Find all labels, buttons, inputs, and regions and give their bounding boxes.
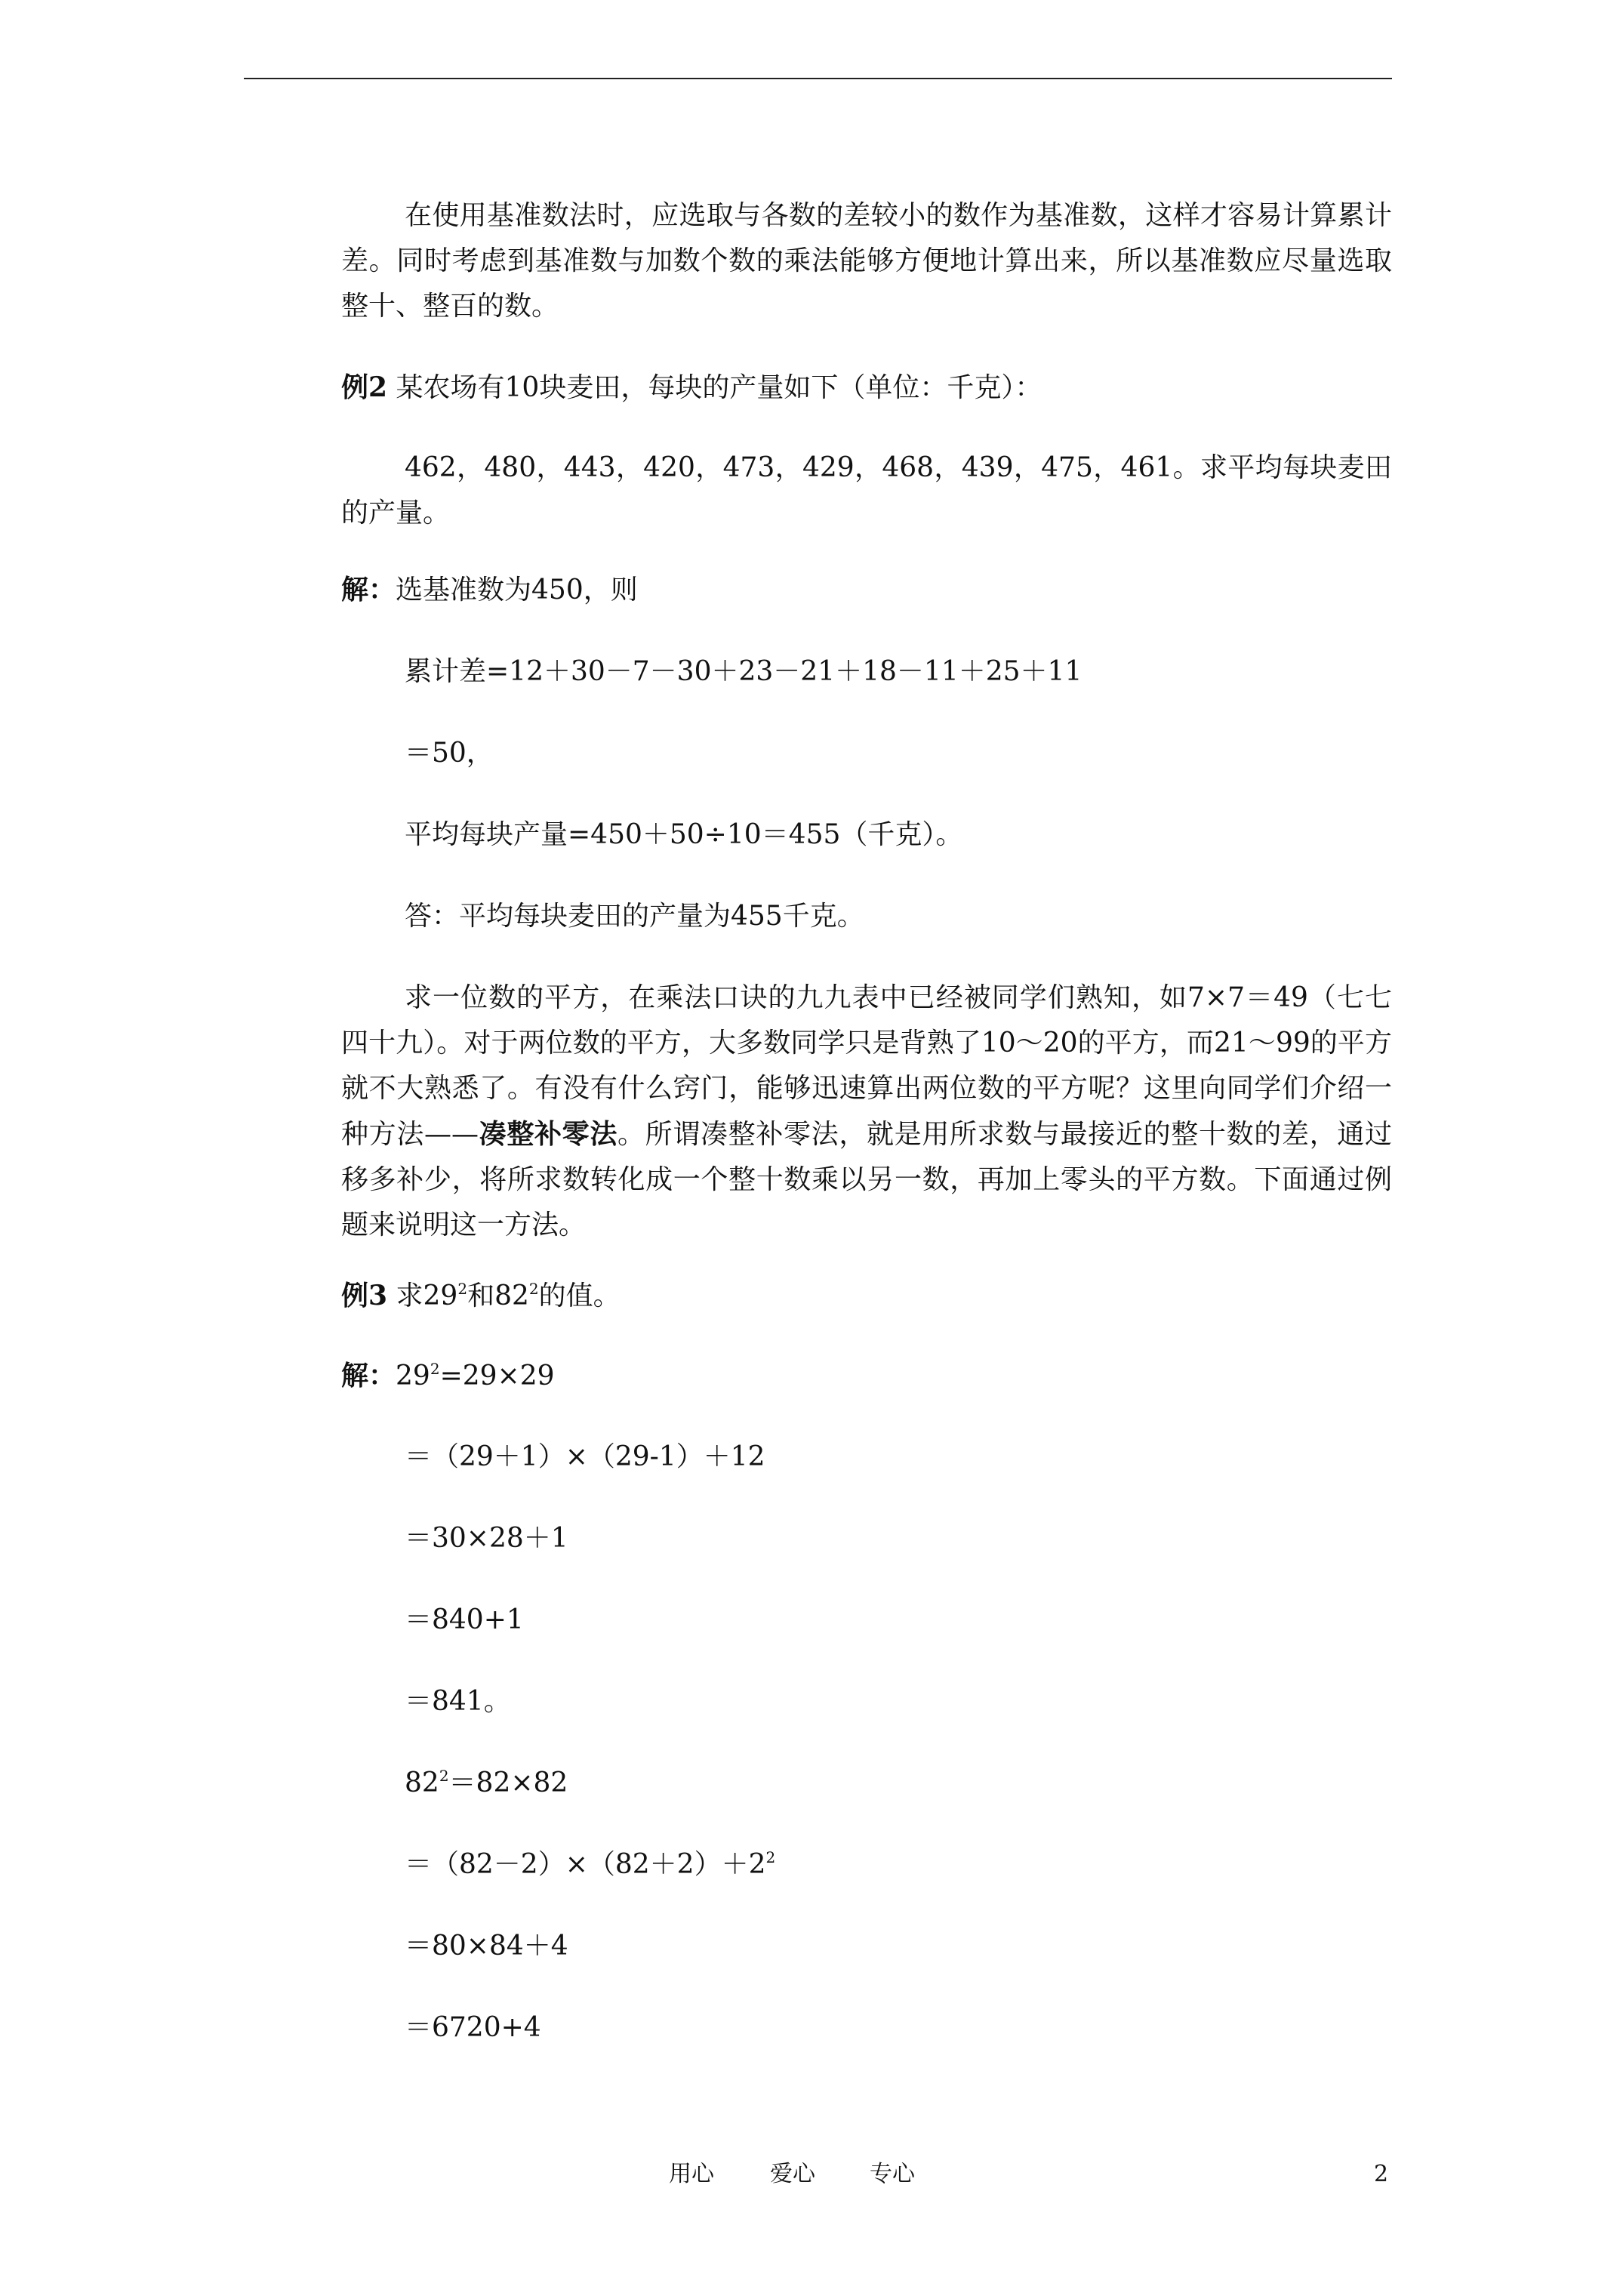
superscript: 2 xyxy=(430,1360,440,1378)
footer-motto-3: 专心 xyxy=(870,2161,915,2187)
example3-solution-first xyxy=(341,1353,555,1399)
math-step-part: 82 xyxy=(405,1767,439,1798)
math-step-part: ＝82×82 xyxy=(448,1767,568,1798)
example2-solution-intro: 选基准数为450，则 xyxy=(396,575,638,606)
footer-motto-1: 用心 xyxy=(669,2161,714,2187)
page-number: 2 xyxy=(1374,2161,1389,2187)
method-paragraph xyxy=(341,975,1392,1248)
example2-solution xyxy=(341,567,638,613)
math-step: ＝6720+4 xyxy=(405,2012,541,2043)
example3-solution-label: 解： xyxy=(341,1360,396,1391)
math-step xyxy=(405,1761,568,1806)
example3-heading xyxy=(341,1273,621,1319)
footer-motto-2: 爱心 xyxy=(770,2161,815,2187)
example3-label: 例3 xyxy=(341,1280,388,1311)
example3-question-part: 和82 xyxy=(467,1281,529,1311)
example2-data: 462，480，443，420，473，429，468，439，475，461。求平均每块麦田的产量。 xyxy=(341,452,1392,529)
superscript: 2 xyxy=(439,1767,449,1785)
intro-paragraph: 在使用基准数法时，应选取与各数的差较小的数作为基准数，这样才容易计算累计差。同时考虑到基准数与加数个数的乘法能够方便地计算出来，所以基准数应尽量选取整十、整百的数。 xyxy=(341,200,1392,322)
math-step: ＝（29＋1）×（29-1）＋12 xyxy=(405,1441,765,1472)
method-text-before: 求一位数的平方，在乘法口诀的九九表中已经被同学们熟知，如7×7＝49（七七四十九）。对于两位数的平方，大多数同学只是背熟了10～20的平方，而21～99的平方就不大熟悉了。有没有什么窍门，能够迅速算出两位数的平方呢？这里向同学们介绍一种方法—— xyxy=(341,982,1392,1150)
example2-answer: 答：平均每块麦田的产量为455千克。 xyxy=(405,901,864,932)
example3-question-part: 求29 xyxy=(387,1281,458,1311)
math-step: ＝30×28＋1 xyxy=(405,1523,568,1554)
example3-question-part: 的值。 xyxy=(538,1281,621,1311)
example2-question: 某农场有10块麦田，每块的产量如下（单位：千克）： xyxy=(387,372,1042,403)
method-bold-term: 凑整补零法 xyxy=(479,1118,617,1150)
math-step: ＝841。 xyxy=(405,1686,511,1717)
superscript: 2 xyxy=(528,1280,539,1298)
example2-step: 平均每块产量=450＋50÷10＝455（千克）。 xyxy=(405,819,963,850)
math-step-part: =29×29 xyxy=(439,1361,555,1391)
math-step: ＝80×84＋4 xyxy=(405,1931,568,1962)
math-step: ＝840+1 xyxy=(405,1604,524,1635)
method-text-after: 。所谓凑整补零法，就是用所求数与最接近的整十数的差，通过移多补少，将所求数转化成一个整十数乘以另一数，再加上零头的平方数。下面通过例题来说明这一方法。 xyxy=(341,1119,1392,1240)
math-step xyxy=(405,1842,775,1888)
header-rule xyxy=(244,78,1392,79)
superscript: 2 xyxy=(765,1848,776,1866)
example2-step: 累计差=12＋30－7－30＋23－21＋18－11＋25＋11 xyxy=(405,656,1083,687)
example2-solution-label: 解： xyxy=(341,574,396,606)
example2-step: ＝50， xyxy=(405,738,494,769)
math-step-part: 29 xyxy=(396,1361,430,1391)
superscript: 2 xyxy=(457,1280,468,1298)
example2-heading xyxy=(341,365,1042,411)
example2-label: 例2 xyxy=(341,371,388,403)
math-step-part: ＝（82－2）×（82＋2）＋2 xyxy=(405,1849,766,1880)
